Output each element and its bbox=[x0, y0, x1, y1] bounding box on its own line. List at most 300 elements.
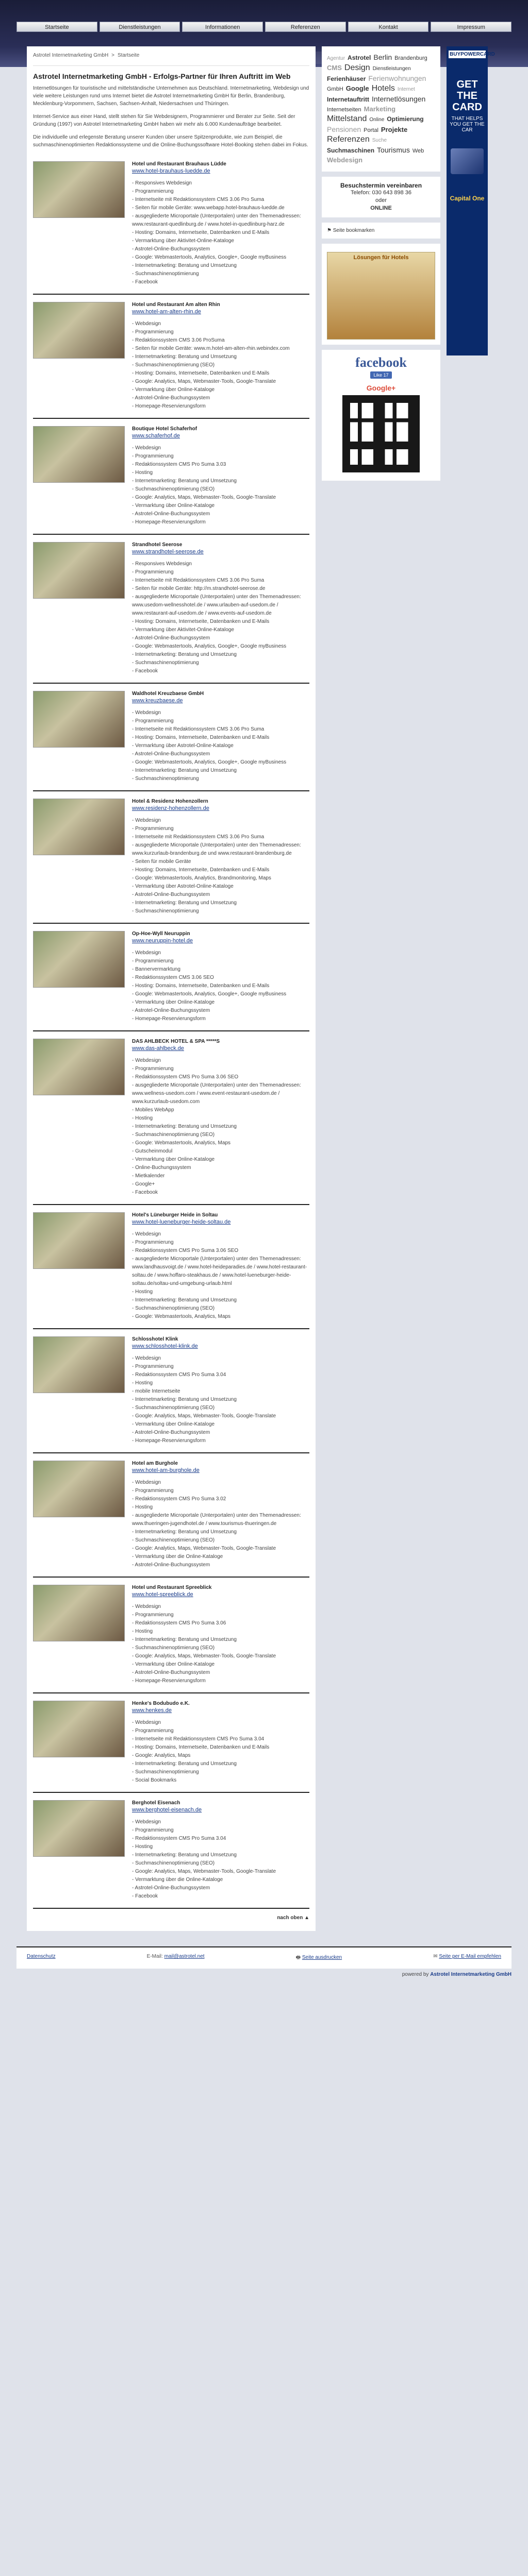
service-item: - Internetmarketing: Beratung und Umsetzung bbox=[132, 1397, 237, 1402]
service-item: - Facebook bbox=[132, 668, 158, 674]
service-item: - Astrotel-Online-Buchungssystem bbox=[132, 1430, 210, 1435]
service-item: - Webdesign bbox=[132, 445, 161, 451]
service-item: - Internetmarketing: Beratung und Umsetzung bbox=[132, 1637, 237, 1642]
service-item: - Astrotel-Online-Buchungssystem bbox=[132, 635, 210, 641]
social-box bbox=[322, 350, 440, 481]
reference-title: Waldhotel Kreuzbaese GmbH bbox=[132, 691, 204, 697]
service-item: - Redaktionssystem CMS Pro Suma 3.04 bbox=[132, 1372, 226, 1378]
tag-link[interactable]: Internetseiten bbox=[327, 107, 361, 113]
service-item: - Vermarktung über Online-Kataloge bbox=[132, 387, 215, 393]
qr-code bbox=[342, 395, 420, 472]
service-item: - Internetmarketing: Beratung und Umsetzung bbox=[132, 354, 237, 360]
service-list bbox=[132, 1719, 309, 1785]
service-item: - Suchmaschinenoptimierung (SEO) bbox=[132, 1132, 215, 1138]
service-item: - Internetmarketing: Beratung und Umsetzung bbox=[132, 768, 237, 773]
service-item: - Programmierung bbox=[132, 1364, 174, 1369]
service-list bbox=[132, 560, 309, 675]
service-item: - Programmierung bbox=[132, 453, 174, 459]
service-item: - Homepage-Reservierungsform bbox=[132, 1438, 206, 1444]
reference-list bbox=[33, 154, 309, 1909]
service-item: - Google: Webmastertools, Analytics, Maps bbox=[132, 1140, 231, 1146]
service-item: - Programmierung bbox=[132, 958, 174, 964]
service-item: - Vermarktung über Aktivitet-Online-Kataloge bbox=[132, 627, 234, 633]
service-item: - Vermarktung über Online-Kataloge bbox=[132, 1421, 215, 1427]
service-item: - Hosting bbox=[132, 470, 153, 476]
service-item: - Webdesign bbox=[132, 1355, 161, 1361]
reference-screenshot[interactable] bbox=[33, 931, 125, 988]
reference-title: Hotel & Residenz Hohenzollern bbox=[132, 799, 208, 804]
back-to-top-link[interactable]: nach oben ▲ bbox=[277, 1915, 309, 1921]
reference-title: Schlosshotel Klink bbox=[132, 1336, 178, 1342]
mail-icon: ✉ bbox=[433, 1954, 439, 1959]
service-item: - Vermarktung über die Online-Kataloge bbox=[132, 1877, 223, 1883]
service-item: - Internetmarketing: Beratung und Umsetzung bbox=[132, 1297, 237, 1303]
reference-item bbox=[33, 1031, 309, 1205]
service-item: - Suchmaschinenoptimierung bbox=[132, 271, 199, 277]
reference-item bbox=[33, 1793, 309, 1909]
service-item: - Programmierung bbox=[132, 329, 174, 335]
service-item: - Vermarktung über Online-Kataloge bbox=[132, 1157, 215, 1162]
service-item: - Suchmaschinenoptimierung (SEO) bbox=[132, 1537, 215, 1543]
service-item: - Vermarktung über Online-Kataloge bbox=[132, 503, 215, 509]
service-item: - Redaktionssystem CMS Pro Suma 3.02 bbox=[132, 1496, 226, 1502]
service-item: - Bannervermarktung bbox=[132, 967, 180, 972]
service-item: - Google: Analytics, Maps, Webmaster-Tools, Google-Translate bbox=[132, 379, 276, 384]
tag-link[interactable]: Berlin bbox=[373, 53, 392, 61]
reference-screenshot[interactable] bbox=[33, 1212, 125, 1269]
intro-paragraph: Internet-Service aus einer Hand, stellt stehen für Sie Webdesignern, Programmierer und Berater zur Seite. Seit der Gründung (1997) von Astrotel Internetmarketing GmbH haben wir mehr als 6.000 Kundenaufträge bearbeitet. bbox=[33, 114, 295, 127]
contact-phone[interactable]: Telefon: 030 643 898 36 bbox=[350, 190, 412, 196]
sidebar bbox=[322, 46, 440, 1931]
service-item: - Facebook bbox=[132, 279, 158, 285]
tag-link[interactable]: Hotels bbox=[371, 84, 395, 93]
service-item: - Astrotel-Online-Buchungssystem bbox=[132, 395, 210, 401]
service-item: - Astrotel-Online-Buchungssystem bbox=[132, 246, 210, 252]
reference-screenshot[interactable] bbox=[33, 1461, 125, 1517]
service-item: - Google: Analytics, Maps, Webmaster-Tools, Google-Translate bbox=[132, 1869, 276, 1874]
reference-url[interactable]: www.neuruppin-hotel.de bbox=[132, 938, 193, 944]
email-link[interactable]: mail@astrotel.net bbox=[164, 1954, 205, 1959]
main-navigation bbox=[16, 22, 512, 32]
service-item: - Internetseite mit Redaktionssystem CMS 3.06 Pro Suma bbox=[132, 726, 265, 732]
reference-title: Hotel und Restaurant Brauhaus Lüdde bbox=[132, 161, 226, 167]
service-item: - ausgegliederte Microportale (Unterportalen) unter den Themenadressen: www.restaurant-quedlinburg.de / www.hotel-in-quedlinburg-harz.de bbox=[132, 213, 301, 227]
tag-link[interactable]: Agentur bbox=[327, 56, 345, 61]
reference-url[interactable]: www.henkes.de bbox=[132, 1707, 172, 1714]
service-item: - Suchmaschinenoptimierung bbox=[132, 776, 199, 782]
main-content bbox=[27, 46, 316, 1931]
copyright-link[interactable]: Astrotel Internetmarketing GmbH bbox=[430, 1972, 512, 1977]
reference-title: Boutique Hotel Schaferhof bbox=[132, 426, 197, 432]
service-item: - mobile Internetseite bbox=[132, 1388, 180, 1394]
tag-link[interactable]: Internet bbox=[397, 87, 415, 92]
service-item: - Vermarktung über Online-Kataloge bbox=[132, 1662, 215, 1667]
tag-link[interactable]: Mittelstand bbox=[327, 114, 367, 123]
recommend-button[interactable] bbox=[433, 1954, 501, 1962]
service-item: - Suchmaschinenoptimierung (SEO) bbox=[132, 1645, 215, 1651]
service-item: - Facebook bbox=[132, 1190, 158, 1195]
page-title: Astrotel Internetmarketing GmbH - Erfolgs-Partner für Ihren Auftritt im Web bbox=[33, 72, 291, 80]
contact-online-link[interactable]: ONLINE bbox=[370, 205, 392, 211]
reference-item bbox=[33, 154, 309, 295]
service-item: - Internetseite mit Redaktionssystem CMS 3.06 Pro Suma bbox=[132, 197, 265, 202]
print-icon: 🖶 bbox=[295, 1955, 302, 1960]
tag-link[interactable]: Internetlösungen bbox=[372, 95, 426, 103]
tag-link[interactable]: CMS bbox=[327, 64, 342, 72]
service-item: - Vermarktung über Online-Kataloge bbox=[132, 999, 215, 1005]
service-item: - Google: Webmastertools, Analytics, Brandmonitoring, Maps bbox=[132, 875, 271, 881]
bookmark-box bbox=[322, 223, 440, 239]
service-item: - Programmierung bbox=[132, 1240, 174, 1245]
service-item: - Astrotel-Online-Buchungssystem bbox=[132, 751, 210, 757]
breadcrumb-item[interactable]: Startseite bbox=[118, 53, 140, 58]
service-item: - Webdesign bbox=[132, 1231, 161, 1237]
service-item: - Google: Analytics, Maps bbox=[132, 1753, 191, 1758]
service-item: - ausgegliederte Microportale (Unterportalen) unter den Themenadressen: www.thueringen-jugendhotel.de / www.tourismus-thueringen.de bbox=[132, 1513, 301, 1527]
reference-url[interactable]: www.das-ahlbeck.de bbox=[132, 1045, 184, 1052]
service-item: - Mietkalender bbox=[132, 1173, 165, 1179]
service-item: - Homepage-Reservierungsform bbox=[132, 519, 206, 525]
reference-screenshot[interactable] bbox=[33, 1336, 125, 1393]
service-item: - Astrotel-Online-Buchungssystem bbox=[132, 1885, 210, 1891]
contact-or: oder bbox=[375, 197, 387, 204]
service-item: - Vermarktung über Aktivitet-Online-Kataloge bbox=[132, 238, 234, 244]
tag-link[interactable]: Online bbox=[369, 117, 385, 123]
reference-screenshot[interactable] bbox=[33, 799, 125, 855]
intro-paragraph: Die individuelle und erlegenste Beratung unserer Kunden über unsere Spitzenprodukte, wie zum Beispiel, die suchmaschinenoptimierten Redaktionssysteme und die Online-Buchungssoftware Hotel-Booking stehen dabei im Fokus. bbox=[33, 134, 308, 148]
ad-headline: GET THE CARD bbox=[452, 79, 482, 113]
service-item: - Programmierung bbox=[132, 1827, 174, 1833]
reference-title: Hotel am Burghole bbox=[132, 1461, 178, 1466]
reference-item bbox=[33, 295, 309, 419]
ad-banner[interactable] bbox=[447, 46, 495, 355]
contact-title: Besuchstermin vereinbaren bbox=[340, 182, 422, 189]
service-item: - Redaktionssystem CMS Pro Suma 3.06 SEO bbox=[132, 1074, 239, 1080]
reference-item bbox=[33, 1578, 309, 1693]
service-item: - Astrotel-Online-Buchungssystem bbox=[132, 1008, 210, 1013]
tag-link[interactable]: Brandenburg bbox=[394, 55, 427, 61]
service-list bbox=[132, 1230, 309, 1321]
tag-link[interactable]: Optimierung bbox=[387, 115, 424, 123]
service-item: - Internetmarketing: Beratung und Umsetzung bbox=[132, 1852, 237, 1858]
tag-link[interactable]: Suchmaschinen bbox=[327, 147, 375, 154]
reference-item bbox=[33, 1329, 309, 1453]
service-item: - Online-Buchungssystem bbox=[132, 1165, 191, 1171]
reference-title: Hotel und Restaurant Spreeblick bbox=[132, 1585, 212, 1590]
service-item: - Google: Webmastertools, Analytics, Google+, Google myBusiness bbox=[132, 759, 287, 765]
service-item: - Hosting: Domains, Internetseite, Datenbanken und E-Mails bbox=[132, 230, 270, 235]
service-item: - Internetmarketing: Beratung und Umsetzung bbox=[132, 900, 237, 906]
reference-url[interactable]: www.hotel-spreeblick.de bbox=[132, 1591, 193, 1598]
service-item: - Programmierung bbox=[132, 1612, 174, 1618]
reference-item bbox=[33, 791, 309, 924]
service-item: - Hosting bbox=[132, 1115, 153, 1121]
service-item: - Suchmaschinenoptimierung (SEO) bbox=[132, 1860, 215, 1866]
service-item: - Internetmarketing: Beratung und Umsetzung bbox=[132, 478, 237, 484]
service-item: - Webdesign bbox=[132, 1819, 161, 1825]
reference-title: Hotel's Lüneburger Heide in Soltau bbox=[132, 1212, 218, 1218]
service-item: - Google: Webmastertools, Analytics, Google+, Google myBusiness bbox=[132, 255, 287, 260]
service-list bbox=[132, 709, 309, 783]
service-item: - Homepage-Reservierungsform bbox=[132, 403, 206, 409]
nav-item-startseite[interactable]: Startseite bbox=[16, 22, 97, 32]
service-item: - Suchmaschinenoptimierung (SEO) bbox=[132, 486, 215, 492]
nav-item-impressum[interactable]: Impressum bbox=[431, 22, 512, 32]
reference-item bbox=[33, 419, 309, 535]
breadcrumb bbox=[33, 50, 309, 66]
reference-screenshot[interactable] bbox=[33, 161, 125, 218]
contact-box bbox=[322, 177, 440, 217]
footer bbox=[16, 1946, 512, 1969]
service-list bbox=[132, 817, 309, 916]
service-item: - Vermarktung über Astrotel-Online-Kataloge bbox=[132, 743, 234, 749]
service-item: - Seiten für mobile Geräte: http://m.strandhotel-seerose.de bbox=[132, 586, 266, 591]
bookmark-icon: ⚑ bbox=[327, 228, 333, 233]
reference-screenshot[interactable] bbox=[33, 542, 125, 599]
reference-title: Op-Hoe-Wyll Neuruppin bbox=[132, 931, 190, 937]
service-item: - ausgegliederte Microportale (Unterportalen) unter den Themenadressen: www.landhausvoigt.de / www.hotel-heideparadies.de / www.hotel-restaurant-soltau.de / www.hoffaro-steakhaus.de / www.hotel-lueneburger-heide-soltau.de/soltau-und-umgebung-urlaub.html bbox=[132, 1256, 307, 1286]
service-item: - Programmierung bbox=[132, 189, 174, 194]
service-item: - Redaktionssystem CMS Pro Suma 3.04 bbox=[132, 1836, 226, 1841]
service-item: - Redaktionssystem CMS Pro Suma 3.03 bbox=[132, 462, 226, 467]
reference-title: Strandhotel Seerose bbox=[132, 542, 183, 548]
reference-url[interactable]: www.berghotel-eisenach.de bbox=[132, 1807, 202, 1813]
service-item: - Google: Analytics, Maps, Webmaster-Tools, Google-Translate bbox=[132, 1546, 276, 1551]
service-item: - Seiten für mobile Geräte bbox=[132, 859, 191, 865]
reference-item bbox=[33, 1693, 309, 1793]
service-item: - Hosting bbox=[132, 1289, 153, 1295]
service-list bbox=[132, 949, 309, 1023]
privacy-link[interactable]: Datenschutz bbox=[27, 1954, 56, 1959]
service-item: - Google: Webmastertools, Analytics, Google+, Google myBusiness bbox=[132, 991, 287, 997]
email-label: E-Mail: bbox=[146, 1954, 163, 1959]
hotel-solutions-banner[interactable] bbox=[327, 252, 435, 340]
reference-item bbox=[33, 924, 309, 1031]
service-item: - Hosting: Domains, Internetseite, Datenbanken und E-Mails bbox=[132, 735, 270, 740]
service-item: - Vermarktung über die Online-Kataloge bbox=[132, 1554, 223, 1560]
tag-link[interactable]: Referenzen bbox=[327, 135, 370, 144]
service-item: - Programmierung bbox=[132, 1488, 174, 1494]
service-item: - Webdesign bbox=[132, 1058, 161, 1063]
service-item: - Programmierung bbox=[132, 826, 174, 832]
service-item: - Hosting: Domains, Internetseite, Datenbanken und E-Mails bbox=[132, 983, 270, 989]
tag-link[interactable]: Astrotel bbox=[348, 54, 371, 61]
service-list bbox=[132, 1818, 309, 1901]
service-list bbox=[132, 444, 309, 527]
tag-link[interactable]: Design bbox=[344, 63, 370, 72]
service-list bbox=[132, 1479, 309, 1569]
reference-item bbox=[33, 1205, 309, 1329]
tag-link[interactable]: Internetauftritt bbox=[327, 96, 369, 103]
service-item: - Hosting: Domains, Internetseite, Datenbanken und E-Mails bbox=[132, 867, 270, 873]
ad-brand: BUYPOWERCARD bbox=[450, 52, 495, 57]
service-item: - Redaktionssystem CMS 3.06 ProSuma bbox=[132, 337, 225, 343]
print-link[interactable]: Seite ausdrucken bbox=[302, 1955, 342, 1960]
copyright-text: powered by bbox=[402, 1972, 429, 1977]
tag-cloud bbox=[322, 46, 440, 172]
service-item: - Hosting: Domains, Internetseite, Datenbanken und E-Mails bbox=[132, 370, 270, 376]
print-button[interactable] bbox=[296, 1954, 342, 1962]
service-item: - Programmierung bbox=[132, 1728, 174, 1734]
reference-title: Hotel und Restaurant Am alten Rhin bbox=[132, 302, 220, 308]
email-block bbox=[147, 1954, 205, 1962]
service-list bbox=[132, 1057, 309, 1197]
service-item: - Astrotel-Online-Buchungssystem bbox=[132, 892, 210, 897]
breadcrumb-item: > bbox=[111, 53, 115, 58]
service-item: - Programmierung bbox=[132, 1066, 174, 1072]
recommend-link[interactable]: Seite per E-Mail empfehlen bbox=[439, 1954, 501, 1959]
reference-title: Berghotel Eisenach bbox=[132, 1800, 180, 1806]
service-item: - Google: Analytics, Maps, Webmaster-Tools, Google-Translate bbox=[132, 495, 276, 500]
reference-screenshot[interactable] bbox=[33, 1701, 125, 1757]
tag-link[interactable]: Ferienhäuser bbox=[327, 75, 366, 82]
service-list bbox=[132, 179, 309, 286]
tag-link[interactable]: Projekte bbox=[381, 126, 408, 133]
service-item: - Suchmaschinenoptimierung (SEO) bbox=[132, 1405, 215, 1411]
service-item: - Webdesign bbox=[132, 950, 161, 956]
service-item: - Webdesign bbox=[132, 1480, 161, 1485]
tag-link[interactable]: Tourismus bbox=[377, 146, 410, 154]
reference-url[interactable]: www.hotel-brauhaus-luedde.de bbox=[132, 168, 210, 174]
service-item: - Responsives Webdesign bbox=[132, 561, 192, 567]
advertisement-column bbox=[447, 46, 495, 1931]
copyright bbox=[16, 1972, 512, 1977]
service-item: - Social Bookmarks bbox=[132, 1777, 177, 1783]
service-item: - Suchmaschinenoptimierung (SEO) bbox=[132, 1306, 215, 1311]
nav-item-informationen[interactable]: Informationen bbox=[182, 22, 263, 32]
reference-screenshot[interactable] bbox=[33, 1585, 125, 1641]
reference-screenshot[interactable] bbox=[33, 426, 125, 483]
tag-link[interactable]: Pensionen bbox=[327, 125, 361, 133]
service-item: - Hosting: Domains, Internetseite, Datenbanken und E-Mails bbox=[132, 1744, 270, 1750]
reference-item bbox=[33, 535, 309, 684]
service-item: - Responsives Webdesign bbox=[132, 180, 192, 186]
credit-card-image bbox=[451, 148, 484, 174]
nav-item-referenzen[interactable]: Referenzen bbox=[265, 22, 346, 32]
promo-box[interactable] bbox=[322, 244, 440, 345]
service-item: - Astrotel-Online-Buchungssystem bbox=[132, 1562, 210, 1568]
facebook-logo[interactable]: facebook bbox=[355, 355, 407, 370]
service-item: - Webdesign bbox=[132, 710, 161, 716]
reference-url[interactable]: www.hotel-am-alten-rhin.de bbox=[132, 309, 201, 315]
service-item: - Redaktionssystem CMS Pro Suma 3.06 bbox=[132, 1620, 226, 1626]
service-item: - Vermarktung über Astrotel-Online-Kataloge bbox=[132, 884, 234, 889]
reference-title: DAS AHLBECK HOTEL & SPA *****S bbox=[132, 1039, 220, 1044]
service-item: - Internetseite mit Redaktionssystem CMS 3.06 Pro Suma bbox=[132, 578, 265, 583]
reference-url[interactable]: www.residenz-hohenzollern.de bbox=[132, 805, 209, 811]
reference-url[interactable]: www.hotel-lueneburger-heide-soltau.de bbox=[132, 1219, 231, 1225]
service-item: - Redaktionssystem CMS 3.06 SEO bbox=[132, 975, 214, 980]
service-item: - Google: Webmastertools, Analytics, Maps bbox=[132, 1314, 231, 1319]
nav-item-dienstleistungen[interactable]: Dienstleistungen bbox=[100, 22, 180, 32]
google-plus-icon[interactable]: Google+ bbox=[366, 384, 396, 392]
tag-link[interactable]: Dienstleistungen bbox=[372, 66, 411, 72]
intro-paragraph: Internetlösungen für touristische und mittelständische Unternehmen aus Deutschland. Internetmarketing, Webdesign und viele weitere Leistungen rund ums Internet bietet die Astrotel Internetmarketing GmbH für Berlin, Brandenburg, Mecklenburg-Vorpommern, Sachsen, Sachsen-Anhalt, Niedersachsen und Thüringen. bbox=[33, 86, 309, 107]
service-item: - Hosting bbox=[132, 1380, 153, 1386]
reference-url[interactable]: www.schlosshotel-klink.de bbox=[132, 1343, 198, 1349]
tag-link[interactable]: Ferienwohnungen bbox=[368, 74, 426, 82]
service-item: - Internetmarketing: Beratung und Umsetzung bbox=[132, 263, 237, 268]
reference-screenshot[interactable] bbox=[33, 1800, 125, 1857]
service-item: - ausgegliederte Microportale (Unterportalen) unter den Themenadressen: www.usedom-wellnesshotel.de / www.urlauben-auf-usedom.de / www.restaurant-auf-usedom.de / www.events-auf-usedom.de bbox=[132, 594, 301, 616]
reference-screenshot[interactable] bbox=[33, 1039, 125, 1095]
service-item: - Hosting bbox=[132, 1504, 153, 1510]
service-item: - Internetmarketing: Beratung und Umsetzung bbox=[132, 1529, 237, 1535]
service-list bbox=[132, 1354, 309, 1445]
tag-link[interactable]: GmbH bbox=[327, 86, 343, 92]
service-item: - Internetmarketing: Beratung und Umsetzung bbox=[132, 1761, 237, 1767]
service-item: - Internetseite mit Redaktionssystem CMS Pro Suma 3.04 bbox=[132, 1736, 265, 1742]
service-item: - Google+ bbox=[132, 1181, 155, 1187]
service-item: - Programmierung bbox=[132, 569, 174, 575]
service-item: - Internetmarketing: Beratung und Umsetzung bbox=[132, 652, 237, 657]
service-item: - Internetseite mit Redaktionssystem CMS 3.06 Pro Suma bbox=[132, 834, 265, 840]
tag-link[interactable]: Web bbox=[412, 148, 424, 154]
service-item: - Google: Analytics, Maps, Webmaster-Tools, Google-Translate bbox=[132, 1653, 276, 1659]
reference-url[interactable]: www.kreuzbaese.de bbox=[132, 698, 183, 704]
reference-item bbox=[33, 684, 309, 791]
service-item: - Webdesign bbox=[132, 1720, 161, 1725]
service-item: - Suchmaschinenoptimierung bbox=[132, 660, 199, 666]
service-item: - Google: Analytics, Maps, Webmaster-Tools, Google-Translate bbox=[132, 1413, 276, 1419]
service-item: - Webdesign bbox=[132, 818, 161, 823]
reference-screenshot[interactable] bbox=[33, 691, 125, 748]
service-item: - Google: Webmastertools, Analytics, Google+, Google myBusiness bbox=[132, 643, 287, 649]
ad-subline: THAT HELPS YOU GET THE CAR bbox=[450, 116, 485, 133]
service-list bbox=[132, 1603, 309, 1685]
service-item: - Hosting bbox=[132, 1629, 153, 1634]
reference-url[interactable]: www.hotel-am-burghole.de bbox=[132, 1467, 200, 1473]
service-item: - Homepage-Reservierungsform bbox=[132, 1678, 206, 1684]
tag-link[interactable]: Suche bbox=[372, 138, 387, 143]
tag-link[interactable]: Google bbox=[345, 84, 369, 92]
service-item: - Internetmarketing: Beratung und Umsetzung bbox=[132, 1124, 237, 1129]
service-item: - Webdesign bbox=[132, 321, 161, 327]
service-item: - Suchmaschinenoptimierung bbox=[132, 908, 199, 914]
tag-link[interactable]: Webdesign bbox=[327, 156, 363, 164]
service-item: - Astrotel-Online-Buchungssystem bbox=[132, 1670, 210, 1675]
promo-title: Lösungen für Hotels bbox=[353, 255, 409, 261]
bookmark-button[interactable] bbox=[327, 228, 435, 233]
service-item: - Seiten für mobile Geräte: www.m.hotel-am-alten-rhin.webindex.com bbox=[132, 346, 290, 351]
service-item: - Suchmaschinenoptimierung bbox=[132, 1769, 199, 1775]
service-item: - Gutscheinmodul bbox=[132, 1148, 173, 1154]
breadcrumb-item[interactable]: Astrotel Internetmarketing GmbH bbox=[33, 53, 109, 58]
service-item: - Seiten für mobile Geräte: www.webapp.hotel-brauhaus-luedde.de bbox=[132, 205, 285, 211]
facebook-like-button[interactable]: Like 17 bbox=[370, 371, 391, 379]
service-item: - Programmierung bbox=[132, 718, 174, 724]
reference-item bbox=[33, 1453, 309, 1578]
nav-item-kontakt[interactable]: Kontakt bbox=[348, 22, 429, 32]
reference-url[interactable]: www.schaferhof.de bbox=[132, 433, 180, 439]
page-wrapper bbox=[16, 52, 512, 1931]
service-item: - ausgegliederte Microportale (Unterportalen) unter den Themenadressen: www.kurzurlaub-brandenburg.de und www.restaurant-brandenburg.de bbox=[132, 842, 301, 856]
service-item: - Facebook bbox=[132, 1893, 158, 1899]
service-item: - Webdesign bbox=[132, 1604, 161, 1609]
reference-title: Henke's Bodubudo e.K. bbox=[132, 1701, 190, 1706]
reference-screenshot[interactable] bbox=[33, 302, 125, 359]
reference-url[interactable]: www.strandhotel-seerose.de bbox=[132, 549, 204, 555]
service-item: - Astrotel-Online-Buchungssystem bbox=[132, 511, 210, 517]
tag-link[interactable]: Marketing bbox=[364, 105, 396, 113]
service-item: - Hosting: Domains, Internetseite, Datenbanken und E-Mails bbox=[132, 619, 270, 624]
service-item: - Homepage-Reservierungsform bbox=[132, 1016, 206, 1022]
service-item: - Suchmaschinenoptimierung (SEO) bbox=[132, 362, 215, 368]
tag-link[interactable]: Portal bbox=[364, 127, 378, 133]
bookmark-label: Seite bookmarken bbox=[333, 228, 375, 233]
service-item: - Redaktionssystem CMS Pro Suma 3.06 SEO bbox=[132, 1248, 239, 1253]
service-item: - Hosting bbox=[132, 1844, 153, 1850]
